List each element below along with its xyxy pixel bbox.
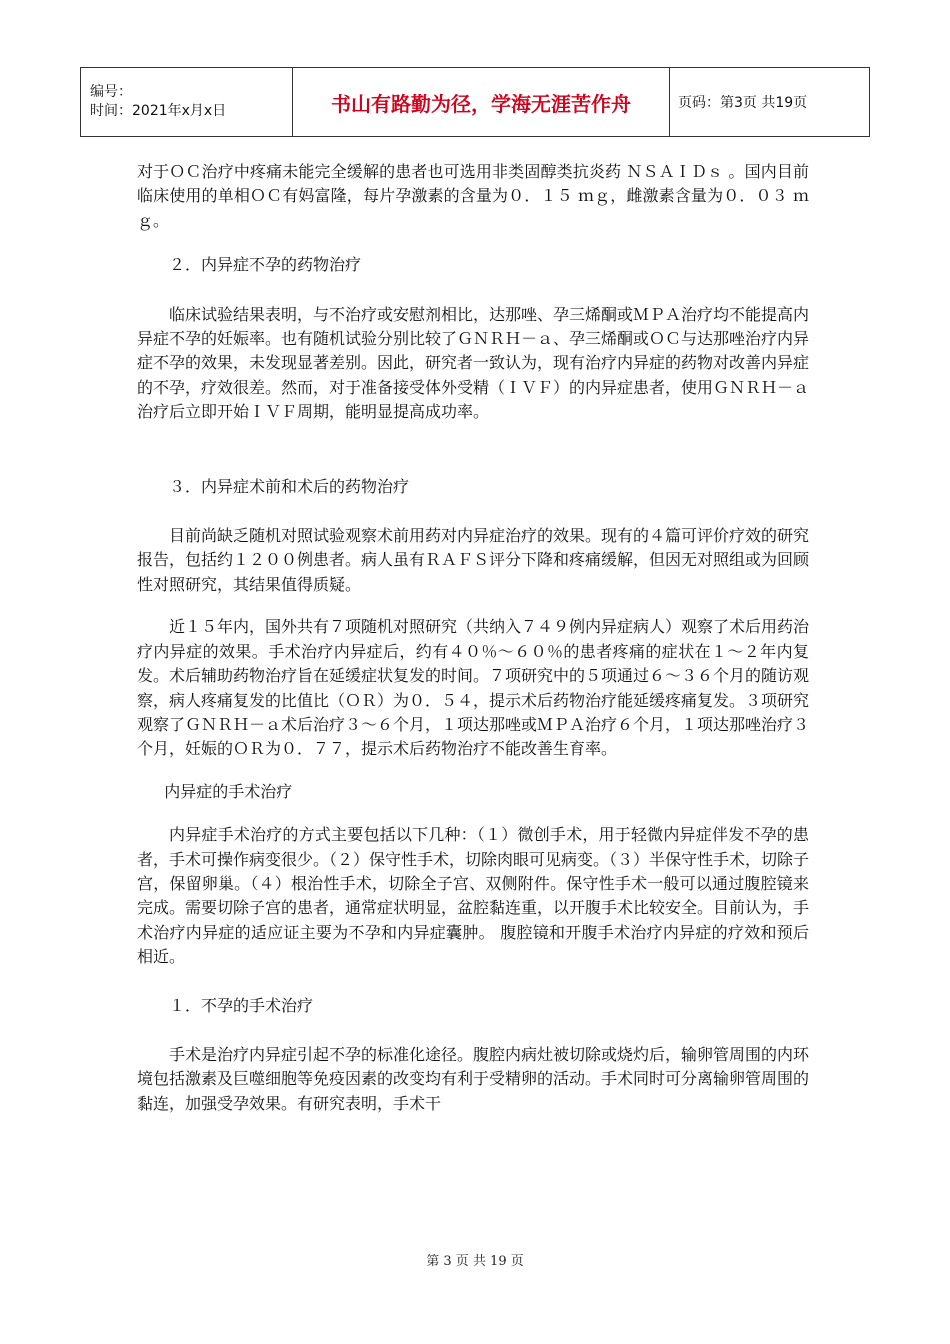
header-table xyxy=(80,67,870,137)
code-label: 编号： xyxy=(90,84,132,100)
header-meta xyxy=(81,68,293,137)
date-label: 时间：2021年x月x日 xyxy=(90,103,227,119)
paragraph-preop: 目前尚缺乏随机对照试验观察术前用药对内异症治疗的效果。现有的４篇可评价疗效的研究报告，包括约１２００例患者。病人虽有ＲＡＦＳ评分下降和疼痛缓解，但因无对照组或为回顾性对照研究，其结果值得质疑。 xyxy=(137,526,810,594)
document-body xyxy=(137,160,809,1116)
paragraph-oc-pain: 对于ＯＣ治疗中疼痛未能完全缓解的患者也可选用非类固醇类抗炎药 ＮＳＡＩＤｓ 。国内目前临床使用的单相ＯＣ有妈富隆，每片孕激素的含量为０．１５ ｍｇ，雌激素含量为０．０３ ｍｇ。 xyxy=(137,162,809,230)
heading-infertility-surgery: １．不孕的手术治疗 xyxy=(169,995,314,1015)
paragraph-postop: 近１５年内，国外共有７项随机对照研究（共纳入７４９例内异症病人）观察了术后用药治疗内异症的效果。手术治疗内异症后，约有４０％～６０％的患者疼痛的症状在１～２年内复发。术后辅助药物治疗旨在延缓症状复发的时间。７项研究中的５项通过６～３６个月的随访观察，病人疼痛复发的比值比（ＯＲ）为０．５４，提示术后药物治疗能延缓疼痛复发。３项研究观察了ＧＮＲＨ－ａ术后治疗３～６个月，１项达那唑或ＭＰＡ治疗６个月，１项达那唑治疗３个月，妊娠的ＯＲ为０．７７，提示术后药物治疗不能改善生育率。 xyxy=(137,617,810,759)
paragraph-surgery-standard: 手术是治疗内异症引起不孕的标准化途径。腹腔内病灶被切除或烧灼后，输卵管周围的内环境包括激素及巨噬细胞等免疫因素的改变均有利于受精卵的活动。手术同时可分离输卵管周围的黏连，加强受孕效果。有研究表明，手术干 xyxy=(137,1044,810,1113)
header-motto-cell xyxy=(293,68,670,137)
heading-infertility-drug: ２．内异症不孕的药物治疗 xyxy=(169,255,362,275)
paragraph-clinical-trials: 临床试验结果表明，与不治疗或安慰剂相比，达那唑、孕三烯酮或ＭＰＡ治疗均不能提高内异症不孕的妊娠率。也有随机试验分别比较了ＧＮＲＨ－ａ、孕三烯酮或ＯＣ与达那唑治疗内异症不孕的效果，未发现显著差别。因此，研究者一致认为，现有治疗内异症的药物对改善内异症的不孕，疗效很差。然而，对于准备接受体外受精（ＩＶＦ）的内异症患者，使用ＧＮＲＨ－ａ治疗后立即开始ＩＶＦ周期，能明显提高成功率。 xyxy=(137,304,810,422)
motto-text: 书山有路勤为径，学海无涯苦作舟 xyxy=(331,91,631,116)
paragraph-surgery-types: 内异症手术治疗的方式主要包括以下几种：（１）微创手术，用于轻微内异症伴发不孕的患者，手术可操作病变很少。（２）保守性手术，切除肉眼可见病变。（３）半保守性手术，切除子宫，保留卵巢。（４）根治性手术，切除全子宫、双侧附件。保守性手术一般可以通过腹腔镜来完成。需要切除子宫的患者，通常症状明显，盆腔黏连重，以开腹手术比较安全。目前认为，手术治疗内异症的适应证主要为不孕和内异症囊肿。 腹腔镜和开腹手术治疗内异症的疗效和预后相近。 xyxy=(137,825,810,967)
heading-pre-post-op: ３．内异症术前和术后的药物治疗 xyxy=(169,476,410,496)
page-footer: 第 3 页 共 19 页 xyxy=(426,1254,524,1269)
heading-surgery: 内异症的手术治疗 xyxy=(164,781,293,801)
page-label: 页码：第3页 共19页 xyxy=(670,68,870,137)
